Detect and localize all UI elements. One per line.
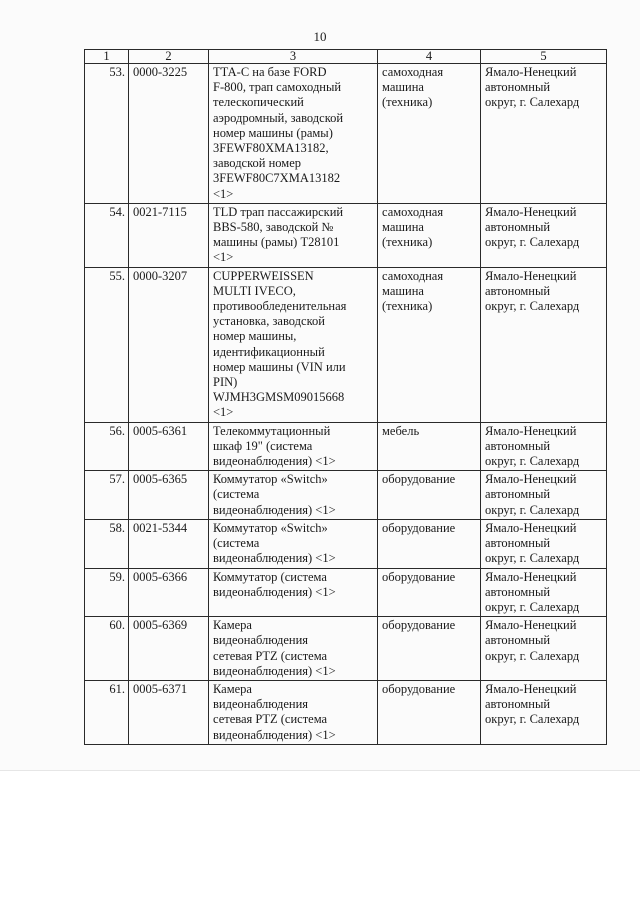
item-location: Ямало-Ненецкий автономный округ, г. Салехард [481,471,607,520]
item-location: Ямало-Ненецкий автономный округ, г. Салехард [481,64,607,204]
inventory-code: 0005-6366 [129,568,209,617]
table-row [85,422,607,471]
column-header-2: 2 [129,50,209,64]
column-header-4: 4 [378,50,481,64]
inventory-code: 0021-5344 [129,519,209,568]
column-header-5: 5 [481,50,607,64]
item-description: ТТА-С на базе FORD F-800, трап самоходный телескопический аэродромный, заводской номер машины (рамы) 3FEWF80XMA13182, заводской номер 3FEWF80C7XMA13182 <1> [209,64,378,204]
row-number: 55. [85,267,129,422]
row-number: 54. [85,203,129,267]
item-location: Ямало-Ненецкий автономный округ, г. Салехард [481,267,607,422]
item-description: Коммутатор (система видеонаблюдения) <1> [209,568,378,617]
inventory-code: 0005-6365 [129,471,209,520]
table-row [85,267,607,422]
property-registry-table [84,49,607,745]
row-number: 53. [85,64,129,204]
item-location: Ямало-Ненецкий автономный округ, г. Салехард [481,203,607,267]
table-row [85,680,607,744]
item-location: Ямало-Ненецкий автономный округ, г. Салехард [481,422,607,471]
item-description: Коммутатор «Switch» (система видеонаблюдения) <1> [209,471,378,520]
item-category: самоходная машина (техника) [378,203,481,267]
row-number: 60. [85,617,129,681]
inventory-code: 0000-3225 [129,64,209,204]
table-row [85,64,607,204]
row-number: 59. [85,568,129,617]
item-category: самоходная машина (техника) [378,267,481,422]
table-header-row [85,50,607,64]
inventory-code: 0005-6371 [129,680,209,744]
item-category: оборудование [378,568,481,617]
table-body [85,64,607,745]
item-category: оборудование [378,617,481,681]
item-category: оборудование [378,519,481,568]
row-number: 58. [85,519,129,568]
item-description: Телекоммутационный шкаф 19" (система видеонаблюдения) <1> [209,422,378,471]
column-header-1: 1 [85,50,129,64]
column-header-3: 3 [209,50,378,64]
item-description: Камера видеонаблюдения сетевая PTZ (система видеонаблюдения) <1> [209,680,378,744]
table-row [85,471,607,520]
table-row [85,568,607,617]
item-location: Ямало-Ненецкий автономный округ, г. Салехард [481,617,607,681]
item-category: самоходная машина (техника) [378,64,481,204]
item-location: Ямало-Ненецкий автономный округ, г. Салехард [481,519,607,568]
item-location: Ямало-Ненецкий автономный округ, г. Салехард [481,568,607,617]
item-category: оборудование [378,471,481,520]
item-description: TLD трап пассажирский BBS-580, заводской № машины (рамы) T28101 <1> [209,203,378,267]
item-description: Коммутатор «Switch» (система видеонаблюдения) <1> [209,519,378,568]
inventory-code: 0000-3207 [129,267,209,422]
row-number: 56. [85,422,129,471]
item-category: мебель [378,422,481,471]
inventory-code: 0021-7115 [129,203,209,267]
item-category: оборудование [378,680,481,744]
item-description: CUPPERWEISSEN MULTI IVECO, противообледенительная установка, заводской номер машины, идентификационный номер машины (VIN или PIN) WJMH3GMSM09015668 <1> [209,267,378,422]
table-row [85,617,607,681]
inventory-code: 0005-6369 [129,617,209,681]
page-number: 10 [313,29,327,44]
row-number: 57. [85,471,129,520]
item-location: Ямало-Ненецкий автономный округ, г. Салехард [481,680,607,744]
inventory-code: 0005-6361 [129,422,209,471]
table-row [85,203,607,267]
row-number: 61. [85,680,129,744]
item-description: Камера видеонаблюдения сетевая PTZ (система видеонаблюдения) <1> [209,617,378,681]
table-row [85,519,607,568]
